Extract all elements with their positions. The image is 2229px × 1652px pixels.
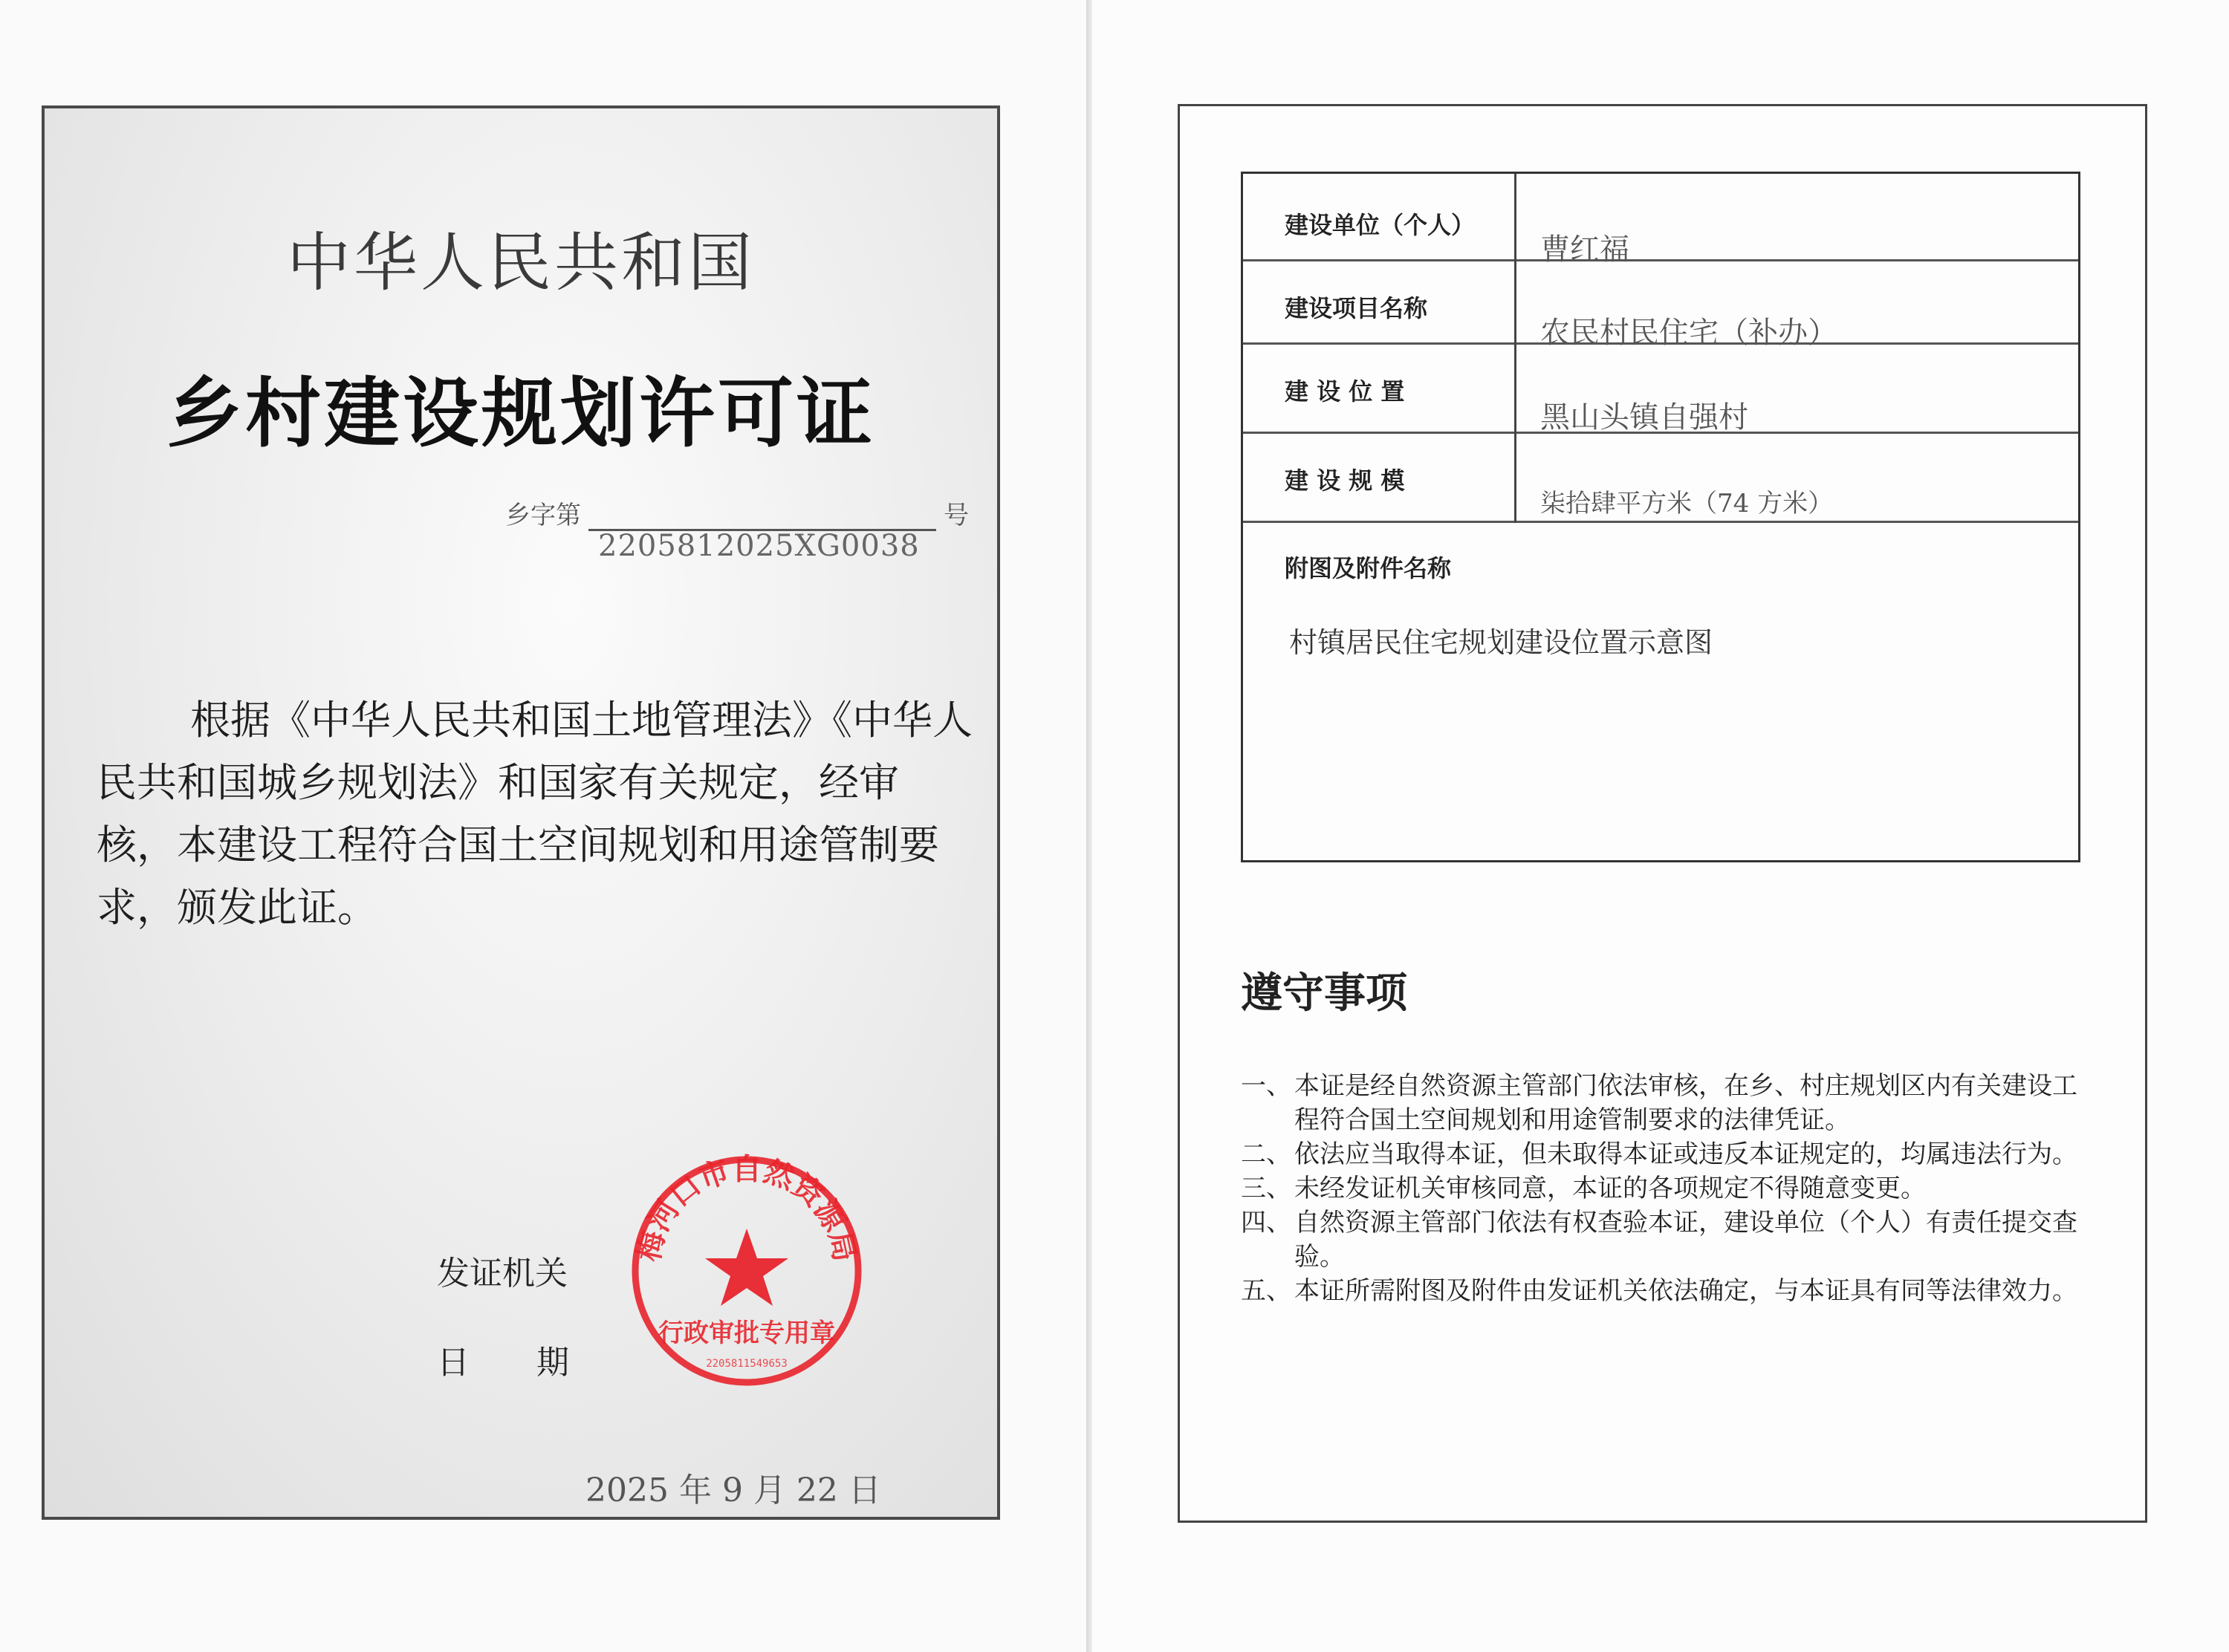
row-label: 建 设 规 模 xyxy=(1285,466,1405,495)
certificate-title: 乡村建设规划许可证 xyxy=(166,370,875,458)
seal-bottom-text: 行政审批专用章 xyxy=(658,1318,835,1348)
note-number: 二、 xyxy=(1241,1139,1291,1169)
row-value: 曹红福 xyxy=(1540,232,1629,267)
certificate-cover xyxy=(42,105,1000,1520)
compliance-notes-title: 遵守事项 xyxy=(1241,969,1407,1018)
book-spine xyxy=(1086,0,1092,1652)
seal-code: 2205811549653 xyxy=(706,1358,788,1370)
number-suffix: 号 xyxy=(944,501,969,530)
note-number: 四、 xyxy=(1241,1208,1291,1238)
row-value: 柒拾肆平方米（74 方米） xyxy=(1540,489,1834,518)
list-item xyxy=(1241,1274,2095,1308)
note-text: 依法应当取得本证，但未取得本证或违反本证规定的，均属违法行为。 xyxy=(1294,1139,2077,1169)
note-text: 未经发证机关审核同意，本证的各项规定不得随意变更。 xyxy=(1294,1174,1926,1203)
issue-date: 2025 年 9 月 22 日 xyxy=(585,1471,881,1509)
row-label: 建设单位（个人） xyxy=(1285,211,1476,239)
attachment-value: 村镇居民住宅规划建设位置示意图 xyxy=(1289,626,1713,659)
country-name: 中华人民共和国 xyxy=(287,226,755,300)
seal-top-text: 梅河口市自然资源局 xyxy=(632,1152,862,1265)
certificate-number-line xyxy=(505,487,1010,532)
project-info-table xyxy=(1241,172,2080,862)
row-label: 建 设 位 置 xyxy=(1285,377,1405,406)
compliance-notes-list xyxy=(1241,1069,2095,1308)
list-item xyxy=(1241,1137,2095,1171)
left-page xyxy=(0,0,1086,1652)
number-prefix: 乡字第 xyxy=(505,501,581,530)
list-item xyxy=(1241,1171,2095,1206)
note-text: 本证所需附图及附件由发证机关依法确定，与本证具有同等法律效力。 xyxy=(1294,1276,2077,1306)
table-row xyxy=(1243,174,2078,267)
row-label: 建设项目名称 xyxy=(1285,294,1428,322)
row-value: 农民村民住宅（补办） xyxy=(1540,316,1837,350)
list-item xyxy=(1241,1206,2095,1274)
certificate-body-text: 根据《中华人民共和国土地管理法》《中华人民共和国城乡规划法》和国家有关规定，经审核，本建设工程符合国土空间规划和用途管制要求，颁发此证。 xyxy=(97,697,973,931)
table-row xyxy=(1243,345,2078,434)
issuer-label: 发证机关 xyxy=(437,1255,568,1292)
certificate-number: 2205812025XG0038 xyxy=(598,529,920,563)
list-item xyxy=(1241,1069,2095,1137)
date-label: 日期 xyxy=(437,1344,636,1382)
table-row xyxy=(1243,261,2078,350)
column-divider xyxy=(1514,174,1516,523)
official-seal-stamp xyxy=(624,1148,869,1394)
table-row xyxy=(1243,434,2078,523)
note-text: 自然资源主管部门依法有权查验本证，建设单位（个人）有责任提交查验。 xyxy=(1294,1208,2077,1272)
note-number: 一、 xyxy=(1241,1071,1291,1101)
seal-star xyxy=(705,1229,788,1306)
row-value: 黑山头镇自强村 xyxy=(1540,400,1748,435)
certificate-details-page xyxy=(1178,104,2147,1523)
note-text: 本证是经自然资源主管部门依法审核，在乡、村庄规划区内有关建设工程符合国土空间规划和用途管制要求的法律凭证。 xyxy=(1294,1071,2077,1135)
note-number: 五、 xyxy=(1241,1276,1291,1306)
note-number: 三、 xyxy=(1241,1174,1291,1203)
attachment-label: 附图及附件名称 xyxy=(1285,554,1452,582)
